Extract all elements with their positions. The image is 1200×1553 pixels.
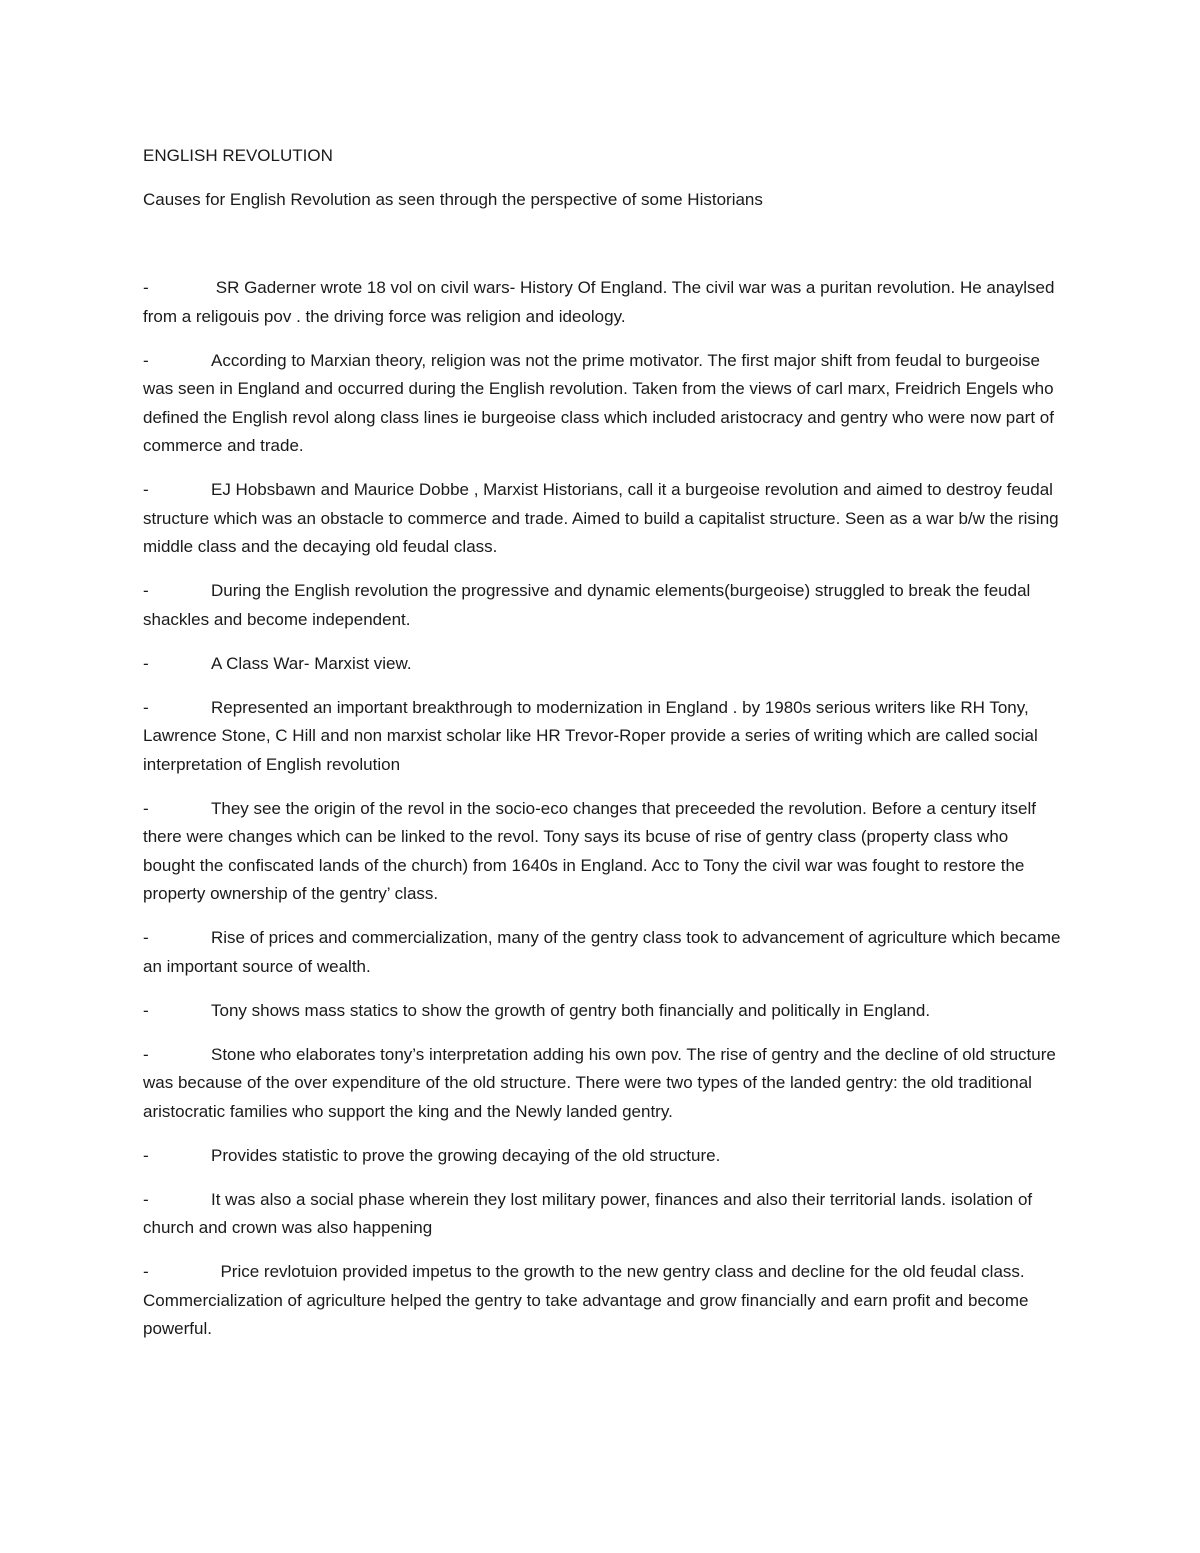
paragraph-text: Rise of prices and commercialization, many of the gentry class took to advancement of agriculture which became an important source of wealth. (143, 928, 1061, 976)
paragraph-text: Provides statistic to prove the growing decaying of the old structure. (211, 1145, 721, 1165)
paragraph-text: Tony shows mass statics to show the growth of gentry both financially and politically in England. (211, 1000, 931, 1020)
bullet-dash: - (143, 928, 149, 947)
bullet-dash: - (143, 1262, 149, 1281)
document-body (143, 142, 1063, 1359)
bullet-dash: - (143, 1044, 149, 1064)
list-item (143, 1142, 1063, 1171)
paragraph-text: Represented an important breakthrough to modernization in England . by 1980s serious writers like RH Tony, Lawrence Stone, C Hill and non marxist scholar like HR Trevor-Roper provide a series of writing which are called social interpretation of English revolution (143, 697, 1038, 774)
bullet-dash: - (143, 1145, 149, 1165)
document-title: ENGLISH REVOLUTION (143, 146, 333, 165)
bullet-dash: - (143, 1189, 149, 1209)
bullet-dash: - (143, 278, 149, 297)
bullet-dash: - (143, 653, 149, 673)
list-item (143, 1258, 1063, 1344)
list-item (143, 476, 1063, 562)
bullet-dash: - (143, 581, 149, 600)
list-item (143, 650, 1063, 679)
bullet-dash: - (143, 480, 149, 499)
paragraph-text: A Class War- Marxist view. (211, 653, 412, 673)
list-item (143, 924, 1063, 981)
paragraph-text: During the English revolution the progressive and dynamic elements(burgeoise) struggled to break the feudal shackles and become independent. (143, 581, 1031, 629)
bullet-dash: - (143, 350, 149, 370)
paragraph-text: Stone who elaborates tony’s interpretation adding his own pov. The rise of gentry and the decline of old structure was because of the over expenditure of the old structure. There were two types of the landed gentry: the old traditional aristocratic families who support the king and the Newly landed gentry. (143, 1044, 1056, 1121)
paragraph-text: SR Gaderner wrote 18 vol on civil wars- History Of England. The civil war was a puritan revolution. He anaylsed from a religouis pov . the driving force was religion and ideology. (143, 278, 1060, 326)
paragraph-text: They see the origin of the revol in the socio-eco changes that preceeded the revolution. Before a century itself there were changes which can be linked to the revol. Tony says its bcuse of rise of gentry class (property class who bought the confiscated lands of the church) from 1640s in England. Acc to Tony the civil war was fought to restore the property ownership of the gentry’ class. (143, 798, 1036, 903)
paragraph-text: According to Marxian theory, religion was not the prime motivator. The first major shift from feudal to burgeoise was seen in England and occurred during the English revolution. Taken from the views of carl marx, Freidrich Engels who defined the English revol along class lines ie burgeoise class which included aristocracy and gentry who were now part of commerce and trade. (143, 350, 1054, 455)
paragraph-text: Price revlotuion provided impetus to the growth to the new gentry class and decline for the old feudal class. Commercialization of agriculture helped the gentry to take advantage and grow financially and earn profit and become powerful. (143, 1262, 1034, 1338)
paragraph-text: It was also a social phase wherein they lost military power, finances and also their territorial lands. isolation of church and crown was also happening (143, 1189, 1033, 1237)
list-item (143, 997, 1063, 1026)
list-item (143, 795, 1063, 909)
bullet-dash: - (143, 1000, 149, 1020)
bullet-dash: - (143, 798, 149, 818)
list-item (143, 1041, 1063, 1127)
list-item (143, 1186, 1063, 1243)
list-item (143, 694, 1063, 780)
bullet-list (143, 274, 1063, 1344)
list-item (143, 577, 1063, 634)
bullet-dash: - (143, 697, 149, 717)
list-item (143, 347, 1063, 461)
list-item (143, 274, 1063, 331)
paragraph-text: EJ Hobsbawn and Maurice Dobbe , Marxist Historians, call it a burgeoise revolution and aimed to destroy feudal structure which was an obstacle to commerce and trade. Aimed to build a capitalist structure. Seen as a war b/w the rising middle class and the decaying old feudal class. (143, 480, 1059, 556)
document-subtitle: Causes for English Revolution as seen through the perspective of some Historians (143, 190, 763, 209)
